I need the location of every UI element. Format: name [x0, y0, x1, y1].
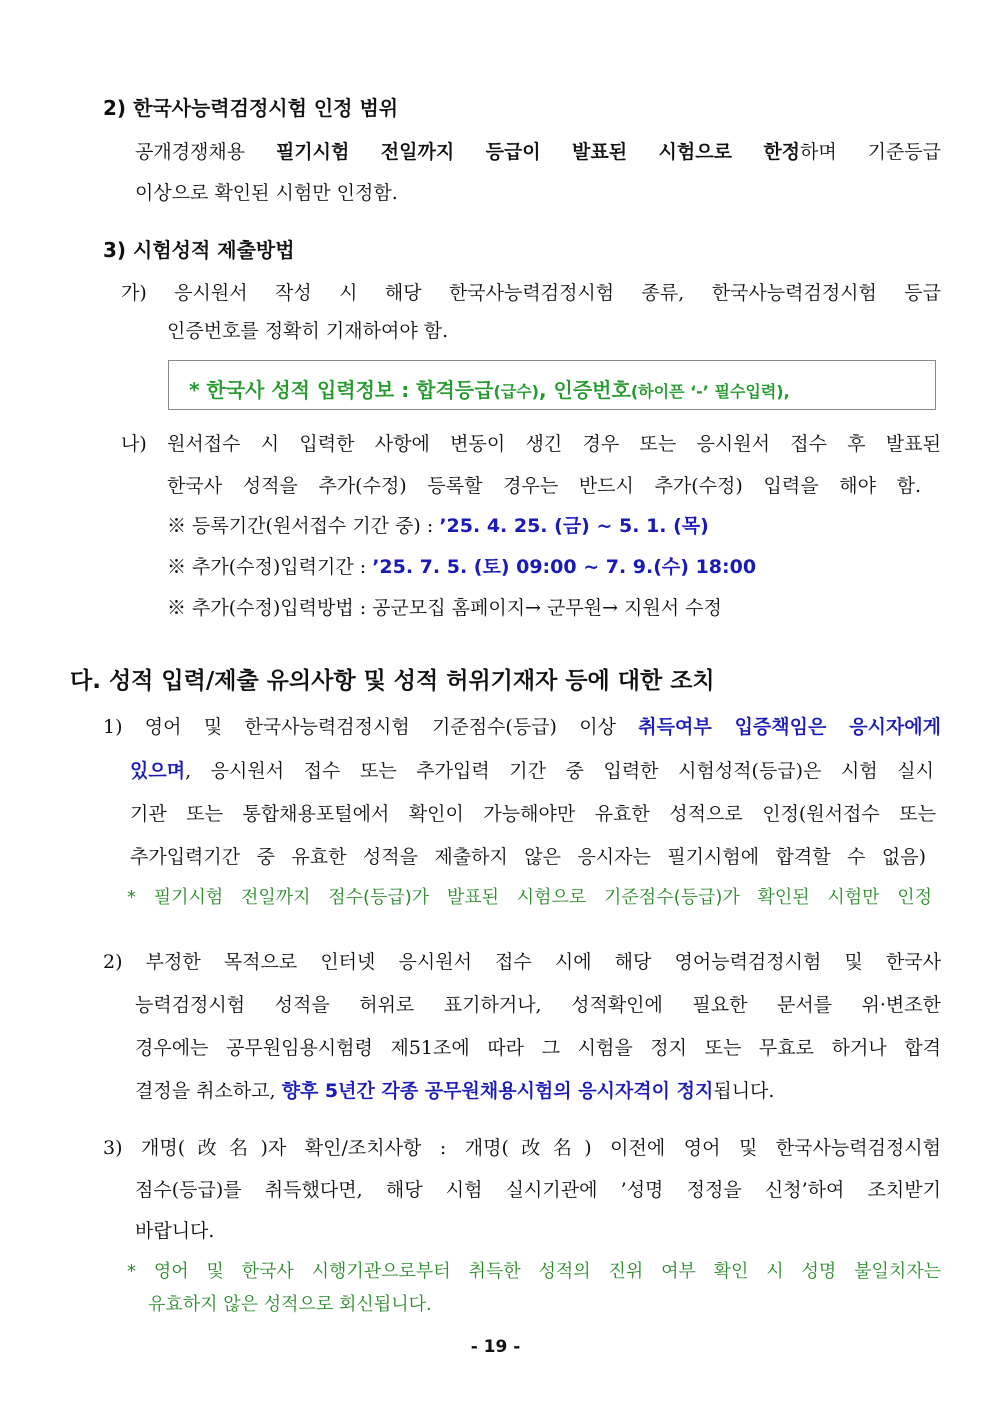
text-span: 1) 영어 및 한국사능력검정시험 기준점수(등급) 이상: [103, 716, 639, 738]
emphasis-text: 향후 5년간 각종 공무원채용시험의 응시자격이 정지: [281, 1080, 714, 1102]
p2-line-1: 2) 부정한 목적으로 인터넷 응시원서 접수 시에 해당 영어능력검정시험 및 한국사: [103, 951, 941, 973]
edit-method: ※ 추가(수정)입력방법 : 공군모집 홈페이지→ 군무원→ 지원서 수정: [167, 597, 722, 619]
emphasis-text: 있으며: [130, 760, 186, 782]
p1-line-4: 추가입력기간 중 유효한 성적을 제출하지 않은 응시자는 필기시험에 합격할 수 없음): [130, 846, 926, 868]
section-2-line-2: 이상으로 확인된 시험만 인정함.: [135, 182, 398, 204]
text-span: 하며 기준등급: [800, 141, 941, 163]
registration-period: [167, 517, 709, 536]
p2-line-2: 능력검정시험 성적을 허위로 표기하거나, 성적확인에 필요한 문서를 위·변조한: [135, 994, 941, 1016]
score-info-text: [189, 374, 790, 403]
text-span: 결정을 취소하고,: [135, 1080, 282, 1102]
text-span: * 한국사 성적 입력정보 : 합격등급: [189, 378, 494, 402]
text-span: 됩니다.: [713, 1080, 775, 1102]
section-3-ga-line-1: 가) 응시원서 작성 시 해당 한국사능력검정시험 종류, 한국사능력검정시험 등급: [121, 282, 941, 304]
score-info-box: [168, 360, 936, 410]
p2-line-4: [135, 1082, 774, 1101]
section-3-ga-line-2: 인증번호를 정확히 기재하여야 함.: [167, 320, 449, 342]
page-number: - 19 -: [470, 1337, 521, 1357]
text-span: (하이픈 ‘-’ 필수입력): [630, 382, 784, 401]
text-span: , 응시원서 접수 또는 추가입력 기간 중 입력한 시험성적(등급)은 시험 실시: [185, 760, 934, 782]
section-3-na-line-2: 한국사 성적을 추가(수정) 등록할 경우는 반드시 추가(수정) 입력을 해야 함.: [167, 475, 921, 497]
p3-note-2: 유효하지 않은 성적으로 회신됩니다.: [148, 1294, 432, 1315]
section-d-heading: 다. 성적 입력/제출 유의사항 및 성적 허위기재자 등에 대한 조치: [70, 668, 715, 694]
p3-line-3: 바랍니다.: [135, 1220, 215, 1242]
p3-line-2: 점수(등급)를 취득했다면, 해당 시험 실시기관에 ’성명 정정을 신청’하여 조치받기: [135, 1179, 941, 1201]
text-span: ※ 등록기간(원서접수 기간 중) :: [167, 515, 440, 537]
text-span: ※ 추가(수정)입력기간 :: [167, 556, 373, 578]
date-text: ’25. 7. 5. (토) 09:00 ~ 7. 9.(수) 18:00: [372, 556, 757, 578]
section-2-heading: 2) 한국사능력검정시험 인정 범위: [103, 96, 399, 120]
text-span: ,: [783, 382, 790, 401]
p1-note: * 필기시험 전일까지 점수(등급)가 발표된 시험으로 기준점수(등급)가 확인된 시험만 인정: [127, 887, 932, 908]
text-span: 공개경쟁채용: [135, 141, 276, 163]
emphasis-text: 필기시험 전일까지 등급이 발표된 시험으로 한정: [275, 141, 801, 163]
p3-note-1: * 영어 및 한국사 시행기관으로부터 취득한 성적의 진위 여부 확인 시 성명 불일치자는: [127, 1261, 941, 1282]
p1-line-3: 기관 또는 통합채용포털에서 확인이 가능해야만 유효한 성적으로 인정(원서접수 또는: [130, 803, 936, 825]
section-2-line-1: [135, 143, 941, 162]
section-3-na-line-1: 나) 원서접수 시 입력한 사항에 변동이 생긴 경우 또는 응시원서 접수 후 발표된: [121, 433, 941, 455]
p1-line-1: [103, 718, 941, 737]
p1-line-2: [130, 762, 934, 781]
section-3-heading: 3) 시험성적 제출방법: [103, 238, 295, 262]
p3-line-1: 3) 개명(改名)자 확인/조치사항 : 개명(改名) 이전에 영어 및 한국사능력검정시험: [103, 1137, 941, 1159]
edit-period: [167, 558, 756, 577]
text-span: , 인증번호: [538, 378, 631, 402]
text-span: (급수): [493, 382, 539, 401]
emphasis-text: 취득여부 입증책임은 응시자에게: [638, 716, 941, 738]
date-text: ’25. 4. 25. (금) ~ 5. 1. (목): [439, 515, 709, 537]
p2-line-3: 경우에는 공무원임용시험령 제51조에 따라 그 시험을 정지 또는 무효로 하거나 합격: [135, 1037, 941, 1059]
